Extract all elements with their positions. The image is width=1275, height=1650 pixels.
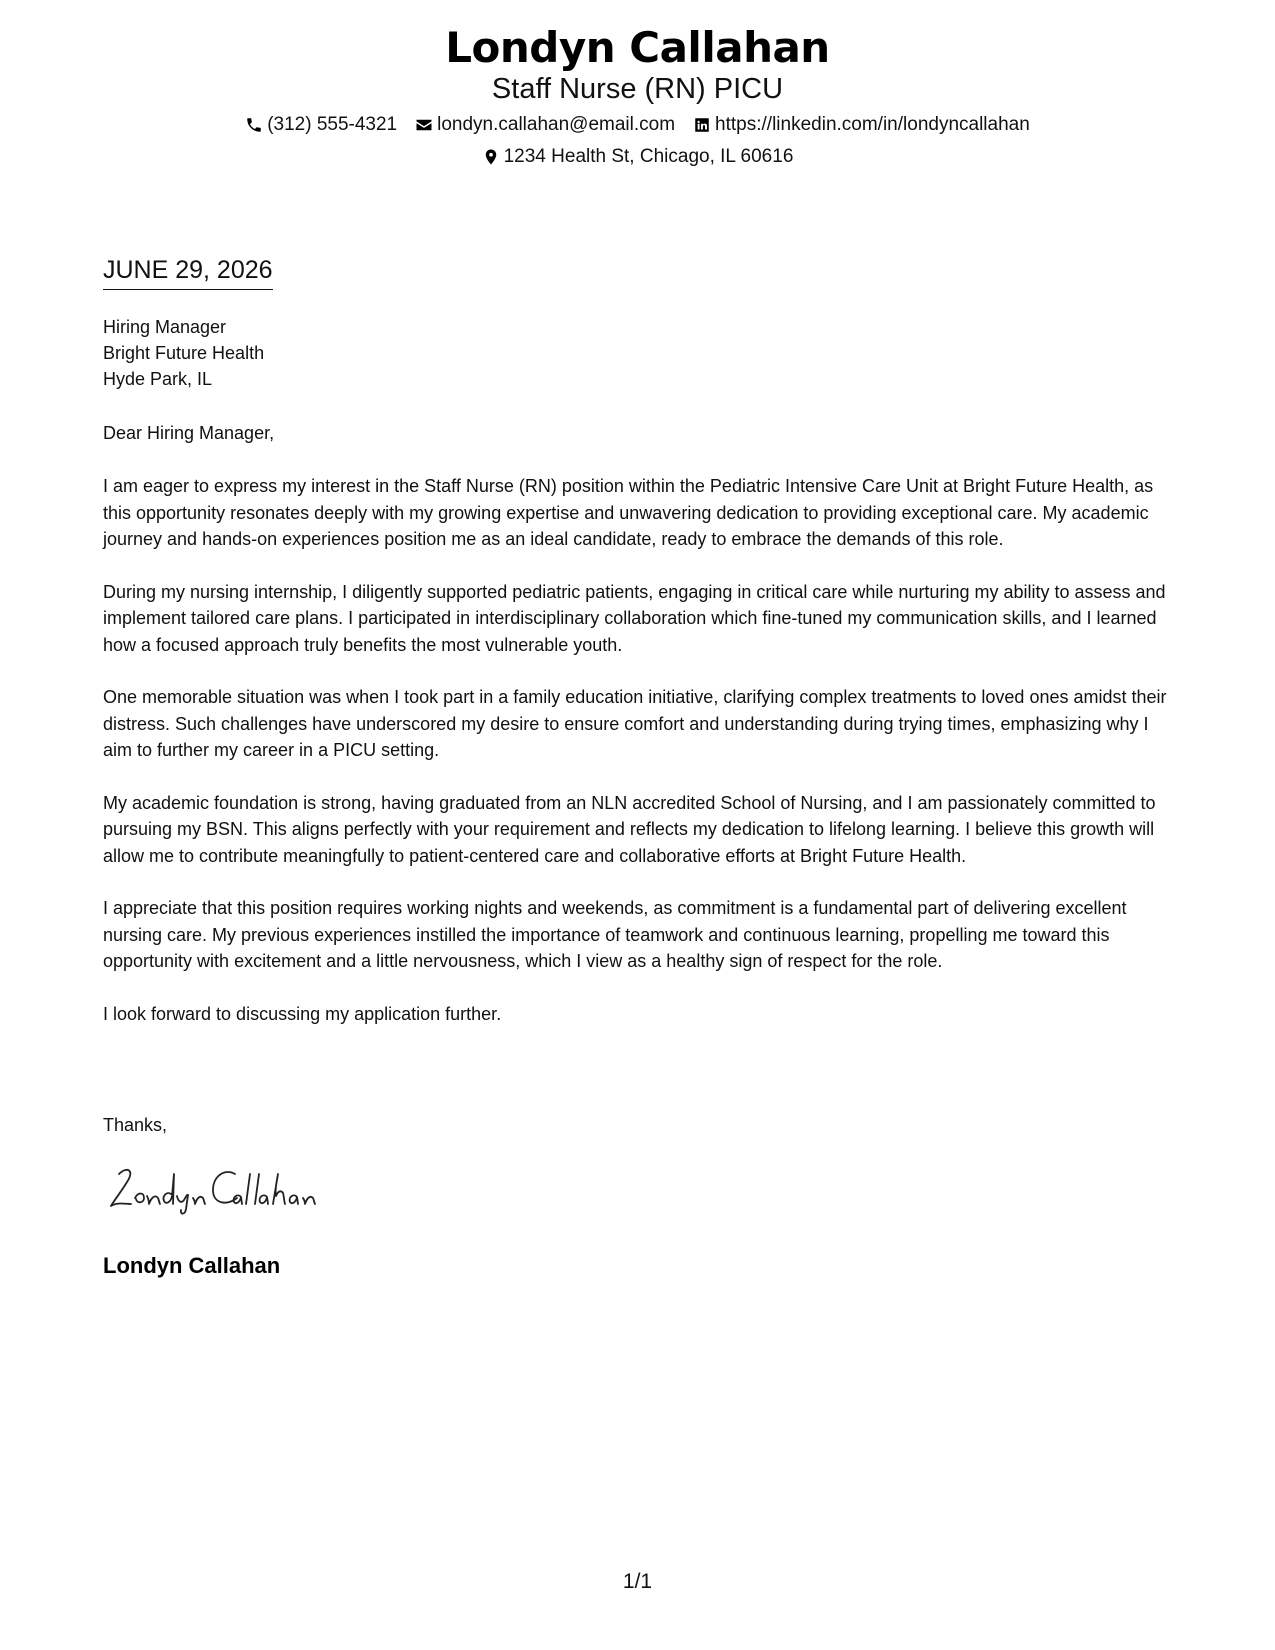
- paragraph: My academic foundation is strong, having graduated from an NLN accredited School of Nursing, and I am passionately committed to pursuing my BSN. This aligns perfectly with your requirement and reflects my dedication to lifelong learning. I believe this growth will allow me to contribute meaningfully to patient-centered care and collaborative efforts at Bright Future Health.: [103, 792, 1156, 866]
- letter-paragraphs: [103, 473, 1178, 1053]
- contact-row-primary: [0, 113, 1275, 137]
- map-pin-icon: [482, 148, 500, 166]
- applicant-name: Londyn Callahan: [445, 23, 830, 72]
- envelope-icon: [415, 116, 433, 134]
- letter-date: JUNE 29, 2026: [103, 254, 273, 290]
- paragraph: During my nursing internship, I diligently supported pediatric patients, engaging in critical care while nurturing my ability to assess and implement tailored care plans. I participated in interdisciplinary collaboration which fine-tuned my communication skills, and I learned how a focused approach truly benefits the most vulnerable youth.: [103, 581, 1166, 655]
- paragraph: One memorable situation was when I took part in a family education initiative, clarifying complex treatments to loved ones amidst their distress. Such challenges have underscored my desire to ensure comfort and understanding during trying times, emphasizing why I aim to further my career in a PICU setting.: [103, 687, 1167, 760]
- linkedin-icon: [693, 116, 711, 134]
- recipient-line: Bright Future Health: [103, 343, 265, 363]
- contact-row-secondary: [0, 145, 1275, 169]
- recipient-line: Hyde Park, IL: [103, 369, 213, 389]
- contact-linkedin: [693, 113, 1030, 137]
- letter-header: [0, 22, 1275, 169]
- contact-address: [482, 145, 794, 169]
- linkedin-url[interactable]: https://linkedin.com/in/londyncallahan: [715, 114, 1030, 135]
- recipient-block: [103, 314, 264, 392]
- paragraph: I am eager to express my interest in the Staff Nurse (RN) position within the Pediatric Intensive Care Unit at Bright Future Health, as this opportunity resonates deeply with my growing expertise and unwavering dedication to providing exceptional care. My academic journey and hands-on experiences position me as an ideal candidate, ready to embrace the demands of this role.: [103, 476, 1154, 549]
- phone-number: (312) 555-4321: [267, 114, 398, 135]
- contact-phone: [245, 113, 397, 137]
- handwritten-signature: [105, 1160, 365, 1216]
- email-address[interactable]: londyn.callahan@email.com: [437, 114, 676, 135]
- signer-name: Londyn Callahan: [103, 1253, 281, 1278]
- street-address: 1234 Health St, Chicago, IL 60616: [503, 146, 794, 167]
- paragraph: I look forward to discussing my application further.: [103, 1003, 502, 1024]
- salutation: Dear Hiring Manager,: [103, 423, 275, 443]
- page-number: 1/1: [622, 1570, 653, 1593]
- recipient-line: Hiring Manager: [103, 317, 227, 337]
- contact-email: [415, 113, 675, 137]
- closing: Thanks,: [103, 1115, 168, 1135]
- paragraph: I appreciate that this position requires working nights and weekends, as commitment is a fundamental part of delivering excellent nursing care. My previous experiences instilled the importance of teamwork and continuous learning, propelling me toward this opportunity with excitement and a little nervousness, which I view as a healthy sign of respect for the role.: [103, 898, 1127, 971]
- applicant-title: Staff Nurse (RN) PICU: [491, 73, 784, 105]
- phone-icon: [245, 116, 263, 134]
